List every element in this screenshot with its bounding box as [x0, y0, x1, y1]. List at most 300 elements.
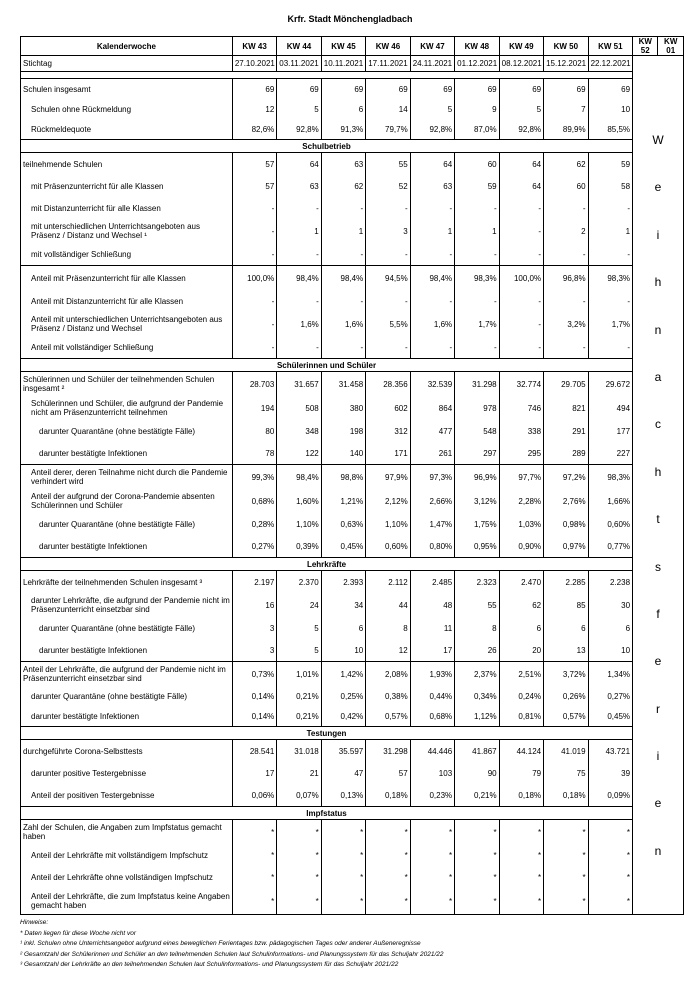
row-label: teilnehmende Schulen [21, 153, 233, 176]
row-value: 2.112 [366, 571, 410, 594]
row-value: - [277, 336, 321, 359]
table-row [21, 175, 684, 197]
row-value: 87,0% [455, 119, 499, 140]
row-value: 3 [366, 219, 410, 243]
row-value: 0,95% [455, 535, 499, 558]
row-value: 100,0% [499, 266, 543, 291]
row-value: 39 [588, 762, 632, 784]
row-value: 194 [232, 396, 276, 420]
table-row [21, 266, 684, 291]
row-value: 97,2% [544, 465, 588, 490]
row-value: 1,6% [410, 312, 454, 336]
section-title: Schulbetrieb [21, 140, 633, 153]
row-value: 0,24% [499, 686, 543, 706]
row-value: 5,5% [366, 312, 410, 336]
row-value: * [277, 844, 321, 866]
row-value: 0,97% [544, 535, 588, 558]
row-value: 44.124 [499, 740, 543, 763]
row-label: Anteil der positiven Testergebnisse [21, 784, 233, 807]
row-value: 0,57% [366, 706, 410, 727]
row-value: * [544, 844, 588, 866]
row-value: 0,26% [544, 686, 588, 706]
row-value: - [232, 336, 276, 359]
row-value: 92,8% [410, 119, 454, 140]
notes-heading: Hinweise: [20, 919, 49, 926]
row-value: 69 [455, 79, 499, 100]
table-row [21, 593, 684, 617]
row-value: 0,18% [499, 784, 543, 807]
stichtag-date: 03.11.2021 [277, 56, 321, 72]
row-label: darunter Quarantäne (ohne bestätigte Fälle) [21, 617, 233, 639]
row-value: 2.485 [410, 571, 454, 594]
row-value: 69 [544, 79, 588, 100]
week-header: KW 52 [633, 37, 658, 56]
row-value: 7 [544, 99, 588, 119]
row-value: * [410, 844, 454, 866]
stichtag-date: 22.12.2021 [588, 56, 632, 72]
row-value: 98,4% [321, 266, 365, 291]
row-value: 92,8% [277, 119, 321, 140]
report-table [20, 36, 684, 915]
row-value: 2.285 [544, 571, 588, 594]
row-value: 55 [366, 153, 410, 176]
row-value: 52 [366, 175, 410, 197]
row-value: 1,60% [277, 489, 321, 513]
row-value: 0,80% [410, 535, 454, 558]
holiday-label: W e i h n a c h t s f e r i e n [652, 133, 664, 858]
row-value: 94,5% [366, 266, 410, 291]
row-value: 2.197 [232, 571, 276, 594]
row-label: Anteil mit vollständiger Schließung [21, 336, 233, 359]
table-row [21, 686, 684, 706]
row-value: 0,42% [321, 706, 365, 727]
table-row [21, 243, 684, 266]
row-value: 1,6% [321, 312, 365, 336]
row-value: - [232, 290, 276, 312]
row-value: 10 [588, 639, 632, 662]
row-value: 90 [455, 762, 499, 784]
row-value: 97,3% [410, 465, 454, 490]
row-value: 2,08% [366, 662, 410, 687]
row-value: * [455, 866, 499, 888]
row-value: - [232, 243, 276, 266]
row-value: 44 [366, 593, 410, 617]
table-row [21, 396, 684, 420]
row-value: - [321, 336, 365, 359]
row-value: - [544, 243, 588, 266]
row-value: 2,51% [499, 662, 543, 687]
row-value: - [366, 336, 410, 359]
section-header [21, 807, 684, 820]
section-title: Lehrkräfte [21, 558, 633, 571]
row-value: 1 [277, 219, 321, 243]
section-header [21, 140, 684, 153]
row-value: 99,3% [232, 465, 276, 490]
row-value: 1 [455, 219, 499, 243]
row-value: 69 [499, 79, 543, 100]
row-value: 89,9% [544, 119, 588, 140]
row-label: darunter bestätigte Infektionen [21, 706, 233, 727]
row-value: 0,28% [232, 513, 276, 535]
row-value: 3 [232, 617, 276, 639]
row-value: 0,27% [588, 686, 632, 706]
row-value: 2,76% [544, 489, 588, 513]
row-value: 5 [410, 99, 454, 119]
row-label: darunter Quarantäne (ohne bestätigte Fälle) [21, 686, 233, 706]
row-value: 0,68% [232, 489, 276, 513]
row-label: Schülerinnen und Schüler der teilnehmenden Schulen insgesamt ² [21, 372, 233, 397]
row-value: * [455, 820, 499, 845]
table-row [21, 372, 684, 397]
week-header: KW 43 [232, 37, 276, 56]
row-value: 28.541 [232, 740, 276, 763]
row-value: 30 [588, 593, 632, 617]
row-value: 28.703 [232, 372, 276, 397]
row-value: 62 [321, 175, 365, 197]
document-title: Krfr. Stadt Mönchengladbach [287, 14, 413, 24]
row-value: 5 [277, 639, 321, 662]
row-value: 85 [544, 593, 588, 617]
row-value: 0,06% [232, 784, 276, 807]
row-value: 0,18% [366, 784, 410, 807]
row-value: 0,18% [544, 784, 588, 807]
row-label: Anteil der Lehrkräfte mit vollständigem Impfschutz [21, 844, 233, 866]
row-value: 0,98% [544, 513, 588, 535]
row-value: 5 [499, 99, 543, 119]
row-value: - [232, 219, 276, 243]
row-value: 64 [499, 175, 543, 197]
row-value: 69 [366, 79, 410, 100]
row-value: 35.597 [321, 740, 365, 763]
stichtag-date: 15.12.2021 [544, 56, 588, 72]
table-row [21, 740, 684, 763]
table-row [21, 197, 684, 219]
row-value: 6 [321, 99, 365, 119]
row-value: 55 [455, 593, 499, 617]
row-value: - [366, 243, 410, 266]
section-title: Testungen [21, 727, 633, 740]
row-label: durchgeführte Corona-Selbsttests [21, 740, 233, 763]
row-value: 60 [455, 153, 499, 176]
row-value: 63 [410, 175, 454, 197]
footnote: * Daten liegen für diese Woche nicht vor [20, 929, 136, 937]
row-value: 2.393 [321, 571, 365, 594]
row-value: 0,07% [277, 784, 321, 807]
row-value: * [588, 844, 632, 866]
row-value: 8 [366, 617, 410, 639]
row-value: 2.370 [277, 571, 321, 594]
row-value: 21 [277, 762, 321, 784]
row-value: 98,3% [455, 266, 499, 291]
stichtag-date: 27.10.2021 [232, 56, 276, 72]
row-value: 44.446 [410, 740, 454, 763]
row-value: * [455, 844, 499, 866]
row-value: - [544, 290, 588, 312]
row-value: 69 [277, 79, 321, 100]
row-value: 20 [499, 639, 543, 662]
row-value: 2.470 [499, 571, 543, 594]
row-label: mit Distanzunterricht für alle Klassen [21, 197, 233, 219]
row-value: - [232, 197, 276, 219]
table-row [21, 420, 684, 442]
row-value: - [232, 312, 276, 336]
row-label: Schulen ohne Rückmeldung [21, 99, 233, 119]
row-value: - [455, 197, 499, 219]
row-value: * [321, 866, 365, 888]
row-label: Anteil mit Präsenzunterricht für alle Klassen [21, 266, 233, 291]
row-value: 0,44% [410, 686, 454, 706]
row-value: 59 [455, 175, 499, 197]
row-value: 98,4% [410, 266, 454, 291]
row-value: 0,21% [455, 784, 499, 807]
row-value: * [544, 866, 588, 888]
row-value: * [366, 866, 410, 888]
row-value: 63 [321, 153, 365, 176]
table-row [21, 639, 684, 662]
row-label: mit Präsenzunterricht für alle Klassen [21, 175, 233, 197]
row-value: 1,10% [366, 513, 410, 535]
row-value: 0,09% [588, 784, 632, 807]
row-value: 16 [232, 593, 276, 617]
row-value: 140 [321, 442, 365, 465]
table-row [21, 866, 684, 888]
row-value: 69 [321, 79, 365, 100]
row-value: 10 [321, 639, 365, 662]
row-label: darunter bestätigte Infektionen [21, 535, 233, 558]
stichtag-date: 17.11.2021 [366, 56, 410, 72]
row-value: * [321, 888, 365, 915]
table-row [21, 79, 684, 100]
row-value: 548 [455, 420, 499, 442]
row-value: 98,3% [588, 266, 632, 291]
footnotes [20, 918, 684, 971]
row-value: * [277, 888, 321, 915]
row-value: 57 [366, 762, 410, 784]
row-value: 0,23% [410, 784, 454, 807]
row-value: * [544, 888, 588, 915]
row-value: 28.356 [366, 372, 410, 397]
footnote: ³ Gesamtzahl der Lehrkräfte an den teilnehmenden Schulen laut Schulinformations- und Planungssystem für das Schuljahr 2021/22 [20, 961, 399, 968]
row-value: 0,38% [366, 686, 410, 706]
row-value: 0,45% [588, 706, 632, 727]
footnote: ¹ inkl. Schulen ohne Unterrichtsangebot aufgrund eines beweglichen Ferientages bzw. pädagogischen Tages oder anderer Außeneregnisse [20, 940, 421, 947]
row-value: 6 [321, 617, 365, 639]
row-value: 0,21% [277, 686, 321, 706]
row-value: 60 [544, 175, 588, 197]
row-value: 198 [321, 420, 365, 442]
row-value: 31.298 [366, 740, 410, 763]
row-value: 2.323 [455, 571, 499, 594]
row-value: 3 [232, 639, 276, 662]
row-value: 0,45% [321, 535, 365, 558]
row-value: 31.298 [455, 372, 499, 397]
row-value: 1,7% [588, 312, 632, 336]
table-row [21, 513, 684, 535]
row-value: 0,34% [455, 686, 499, 706]
stichtag-date: 24.11.2021 [410, 56, 454, 72]
row-value: 0,81% [499, 706, 543, 727]
row-value: 14 [366, 99, 410, 119]
row-value: 80 [232, 420, 276, 442]
row-value: 69 [410, 79, 454, 100]
row-value: 0,90% [499, 535, 543, 558]
row-value: 1,47% [410, 513, 454, 535]
row-value: 1 [410, 219, 454, 243]
row-value: * [321, 844, 365, 866]
row-value: 227 [588, 442, 632, 465]
row-value: 0,77% [588, 535, 632, 558]
row-value: 98,3% [588, 465, 632, 490]
row-value: 3,12% [455, 489, 499, 513]
row-label: Anteil der aufgrund der Corona-Pandemie absenten Schülerinnen und Schüler [21, 489, 233, 513]
row-value: 0,73% [232, 662, 276, 687]
row-value: * [410, 866, 454, 888]
footnote: ² Gesamtzahl der Schülerinnen und Schüler an den teilnehmenden Schulen laut Schulinformations- und Planungssystem für das Schuljahr 2021/22 [20, 950, 444, 958]
row-value: * [499, 888, 543, 915]
table-row [21, 617, 684, 639]
row-label: Schülerinnen und Schüler, die aufgrund der Pandemie nicht am Präsenzunterricht teilnehmen [21, 396, 233, 420]
week-header: KW 44 [277, 37, 321, 56]
row-value: 75 [544, 762, 588, 784]
stichtag-date: 01.12.2021 [455, 56, 499, 72]
table-row [21, 336, 684, 359]
row-value: - [499, 219, 543, 243]
row-value: 1,66% [588, 489, 632, 513]
row-value: * [366, 888, 410, 915]
row-value: * [588, 888, 632, 915]
row-value: 6 [544, 617, 588, 639]
row-value: 17 [410, 639, 454, 662]
row-value: 6 [588, 617, 632, 639]
row-value: * [410, 888, 454, 915]
section-title: Impfstatus [21, 807, 633, 820]
table-row [21, 219, 684, 243]
row-value: - [410, 197, 454, 219]
row-value: 2,66% [410, 489, 454, 513]
row-value: 64 [277, 153, 321, 176]
row-value: 0,60% [588, 513, 632, 535]
row-label: Anteil der Lehrkräfte ohne vollständigen Impfschutz [21, 866, 233, 888]
row-value: 1 [588, 219, 632, 243]
row-value: * [277, 866, 321, 888]
row-value: 79,7% [366, 119, 410, 140]
row-value: 1,10% [277, 513, 321, 535]
row-value: 746 [499, 396, 543, 420]
row-value: 2,12% [366, 489, 410, 513]
row-value: 47 [321, 762, 365, 784]
row-label: darunter Quarantäne (ohne bestätigte Fälle) [21, 420, 233, 442]
table-row [21, 571, 684, 594]
row-value: 1,03% [499, 513, 543, 535]
table-row [21, 784, 684, 807]
row-value: 0,14% [232, 686, 276, 706]
row-value: 29.705 [544, 372, 588, 397]
row-value: 1,21% [321, 489, 365, 513]
row-value: 97,9% [366, 465, 410, 490]
row-value: * [499, 820, 543, 845]
table-row [21, 820, 684, 845]
row-value: 12 [366, 639, 410, 662]
row-label: darunter Lehrkräfte, die aufgrund der Pandemie nicht im Präsenzunterricht einsetzbar sind [21, 593, 233, 617]
row-value: - [588, 243, 632, 266]
row-value: 97,7% [499, 465, 543, 490]
stichtag-row [21, 56, 684, 72]
row-value: 3,72% [544, 662, 588, 687]
row-value: 297 [455, 442, 499, 465]
table-row [21, 99, 684, 119]
row-label: Anteil mit Distanzunterricht für alle Klassen [21, 290, 233, 312]
row-value: - [277, 243, 321, 266]
table-row [21, 442, 684, 465]
row-value: * [410, 820, 454, 845]
row-value: 26 [455, 639, 499, 662]
week-header: KW 47 [410, 37, 454, 56]
table-row [21, 535, 684, 558]
row-value: 24 [277, 593, 321, 617]
row-value: * [232, 866, 276, 888]
row-label: darunter Quarantäne (ohne bestätigte Fälle) [21, 513, 233, 535]
row-value: * [499, 866, 543, 888]
row-label: Zahl der Schulen, die Angaben zum Impfstatus gemacht haben [21, 820, 233, 845]
row-value: 0,25% [321, 686, 365, 706]
row-value: 0,21% [277, 706, 321, 727]
row-value: * [277, 820, 321, 845]
row-value: 98,8% [321, 465, 365, 490]
row-value: - [455, 243, 499, 266]
row-value: 494 [588, 396, 632, 420]
row-value: * [588, 820, 632, 845]
row-value: 41.019 [544, 740, 588, 763]
row-value: 63 [277, 175, 321, 197]
week-header: KW 50 [544, 37, 588, 56]
row-value: - [499, 290, 543, 312]
table-row [21, 465, 684, 490]
row-value: 69 [232, 79, 276, 100]
row-value: 58 [588, 175, 632, 197]
week-header: KW 51 [588, 37, 632, 56]
table-row [21, 119, 684, 140]
row-label: mit vollständiger Schließung [21, 243, 233, 266]
row-value: 91,3% [321, 119, 365, 140]
header-row [21, 37, 684, 56]
stichtag-date: 10.11.2021 [321, 56, 365, 72]
row-value: 1,6% [277, 312, 321, 336]
row-value: 380 [321, 396, 365, 420]
row-value: 5 [277, 617, 321, 639]
row-value: 12 [232, 99, 276, 119]
section-header [21, 727, 684, 740]
row-value: * [366, 820, 410, 845]
row-value: 48 [410, 593, 454, 617]
row-value: - [321, 290, 365, 312]
row-value: 78 [232, 442, 276, 465]
row-value: 0,14% [232, 706, 276, 727]
row-value: * [588, 866, 632, 888]
table-row [21, 706, 684, 727]
row-label: mit unterschiedlichen Unterrichtsangeboten aus Präsenz / Distanz und Wechsel ¹ [21, 219, 233, 243]
row-value: * [366, 844, 410, 866]
row-value: 31.657 [277, 372, 321, 397]
row-value: 32.774 [499, 372, 543, 397]
row-value: 85,5% [588, 119, 632, 140]
row-value: 17 [232, 762, 276, 784]
row-value: 98,4% [277, 266, 321, 291]
row-value: 62 [544, 153, 588, 176]
holiday-column [633, 56, 684, 915]
row-label: darunter positive Testergebnisse [21, 762, 233, 784]
row-value: 1,75% [455, 513, 499, 535]
row-value: 2.238 [588, 571, 632, 594]
